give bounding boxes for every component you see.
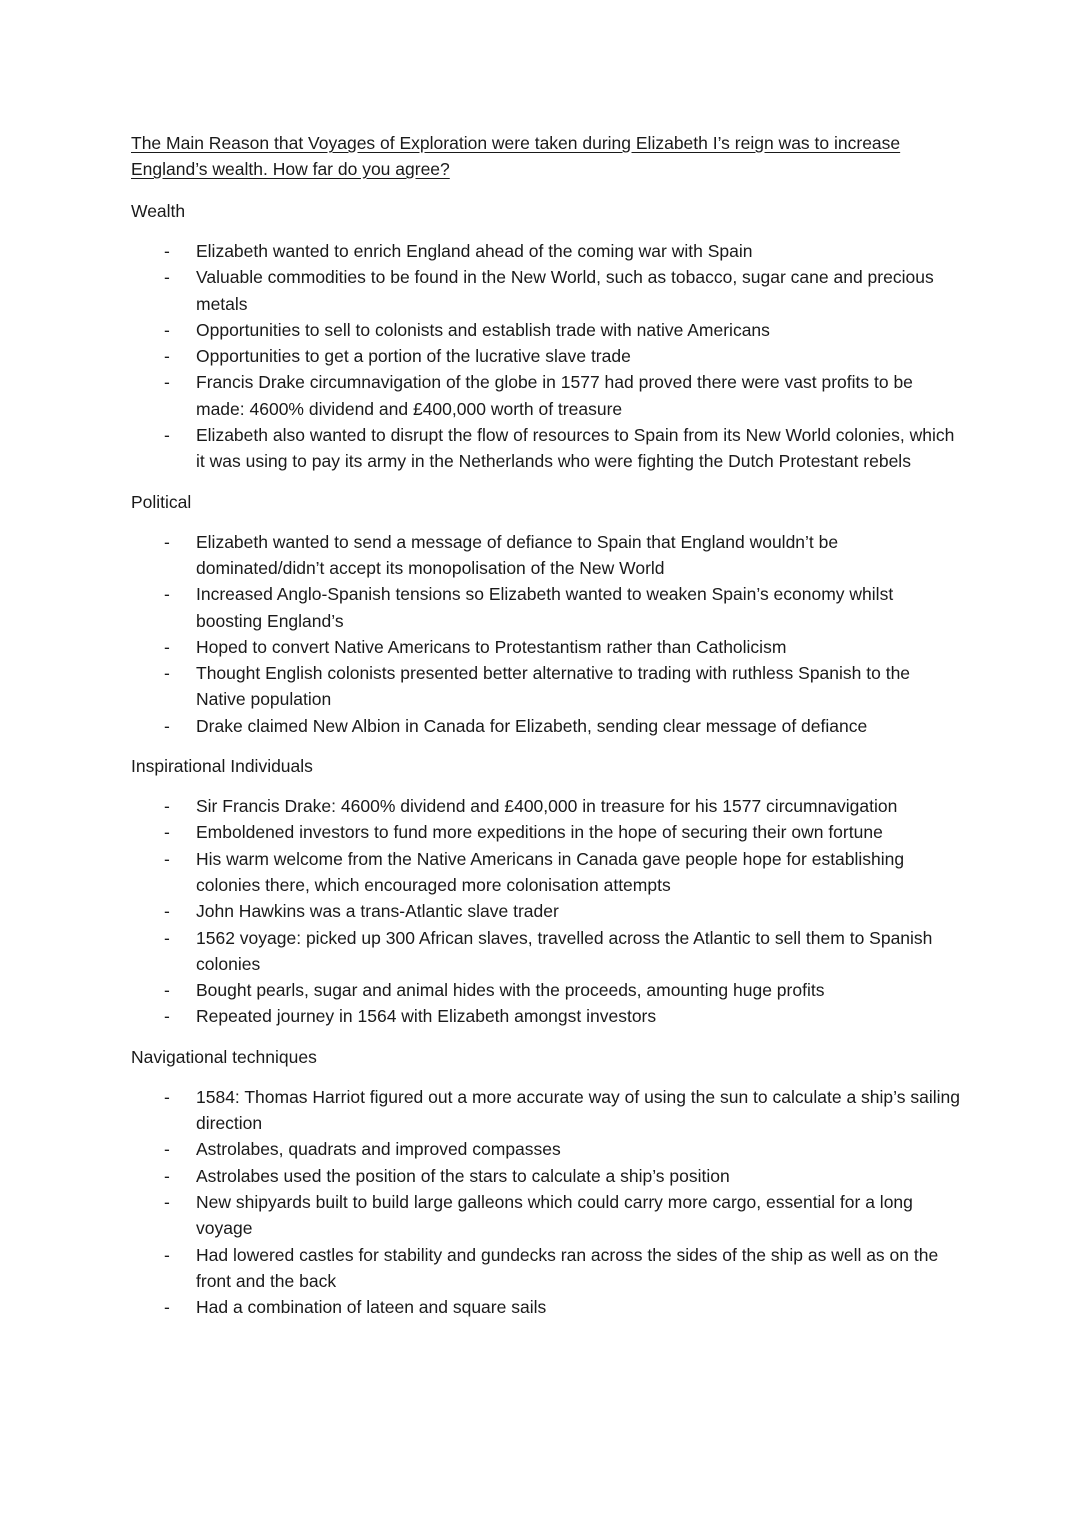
bullet-text: Increased Anglo-Spanish tensions so Elizabeth wanted to weaken Spain’s economy whilst boosting England’s	[196, 584, 894, 631]
bullet-text: John Hawkins was a trans-Atlantic slave trader	[196, 901, 559, 922]
bullet-text: Opportunities to get a portion of the lucrative slave trade	[196, 346, 631, 367]
bullet-item	[131, 846, 961, 899]
bullet-item	[131, 1136, 961, 1162]
bullet-text: Elizabeth also wanted to disrupt the flow of resources to Spain from its New World colonies, which it was using to pay its army in the Netherlands who were fighting the Dutch Protestant rebels	[196, 425, 955, 472]
bullet-text: Elizabeth wanted to enrich England ahead of the coming war with Spain	[196, 241, 753, 261]
bullet-dash: -	[164, 1139, 170, 1160]
bullet-text: New shipyards built to build large galleons which could carry more cargo, essential for a long voyage	[196, 1191, 913, 1239]
bullet-text: Hoped to convert Native Americans to Protestantism rather than Catholicism	[196, 636, 787, 657]
bullet-item	[131, 1294, 961, 1320]
bullet-item	[131, 1084, 961, 1137]
bullet-dash: -	[164, 822, 170, 843]
bullet-dash: -	[164, 1006, 170, 1027]
bullet-dash: -	[164, 425, 170, 446]
bullet-text: 1584: Thomas Harriot figured out a more accurate way of using the sun to calculate a ship’s sailing direction	[196, 1086, 960, 1134]
bullet-item	[131, 713, 961, 739]
bullet-dash: -	[164, 980, 170, 1001]
bullet-text: Had a combination of lateen and square sails	[196, 1297, 547, 1318]
bullet-item	[131, 634, 961, 660]
bullet-dash: -	[164, 319, 170, 340]
bullet-dash: -	[164, 715, 170, 736]
bullet-list	[131, 793, 961, 1030]
bullet-item	[131, 1003, 961, 1029]
bullet-dash: -	[164, 372, 170, 393]
bullet-list	[131, 1084, 961, 1321]
bullet-item	[131, 1189, 961, 1242]
bullet-item	[131, 660, 961, 713]
section-heading: Wealth	[131, 201, 186, 221]
document-page	[131, 130, 961, 1334]
notes-sections	[131, 198, 961, 1320]
bullet-list	[131, 529, 961, 739]
bullet-dash: -	[164, 901, 170, 922]
bullet-text: Astrolabes, quadrats and improved compasses	[196, 1139, 561, 1160]
essay-question-title: The Main Reason that Voyages of Exploration were taken during Elizabeth I’s reign was to increase England’s wealth. How far do you agree?	[131, 133, 901, 179]
bullet-dash: -	[164, 241, 170, 261]
bullet-item	[131, 925, 961, 978]
bullet-item	[131, 977, 961, 1003]
bullet-list	[131, 238, 961, 475]
section-heading: Political	[131, 491, 192, 512]
bullet-item	[131, 1242, 961, 1295]
bullet-dash: -	[164, 1297, 170, 1318]
bullet-item	[131, 317, 961, 343]
bullet-text: Bought pearls, sugar and animal hides with the proceeds, amounting huge profits	[196, 980, 825, 1001]
bullet-item	[131, 264, 961, 317]
bullet-text: Sir Francis Drake: 4600% dividend and £400,000 in treasure for his 1577 circumnavigation	[196, 796, 898, 817]
bullet-text: Had lowered castles for stability and gundecks ran across the sides of the ship as well as on the front and the back	[196, 1244, 939, 1291]
bullet-item	[131, 369, 961, 422]
bullet-item	[131, 343, 961, 369]
bullet-text: His warm welcome from the Native Americans in Canada gave people hope for establishing colonies there, which encouraged more colonisation attempts	[196, 848, 905, 895]
bullet-dash: -	[164, 848, 170, 869]
bullet-dash: -	[164, 636, 170, 657]
bullet-dash: -	[164, 1191, 170, 1212]
bullet-text: Elizabeth wanted to send a message of defiance to Spain that England wouldn’t be dominated/didn’t accept its monopolisation of the New World	[196, 531, 839, 578]
bullet-dash: -	[164, 796, 170, 817]
bullet-dash: -	[164, 1086, 170, 1107]
bullet-text: Emboldened investors to fund more expeditions in the hope of securing their own fortune	[196, 822, 883, 843]
section-heading: Navigational techniques	[131, 1046, 317, 1067]
bullet-dash: -	[164, 267, 170, 288]
section-heading: Inspirational Individuals	[131, 756, 313, 777]
bullet-text: 1562 voyage: picked up 300 African slaves, travelled across the Atlantic to sell them to Spanish colonies	[196, 927, 933, 974]
bullet-item	[131, 581, 961, 634]
bullet-text: Valuable commodities to be found in the New World, such as tobacco, sugar cane and precious metals	[196, 267, 934, 314]
bullet-text: Thought English colonists presented better alternative to trading with ruthless Spanish to the Native population	[196, 663, 911, 710]
bullet-item	[131, 422, 961, 475]
bullet-text: Drake claimed New Albion in Canada for Elizabeth, sending clear message of defiance	[196, 715, 868, 736]
bullet-text: Astrolabes used the position of the stars to calculate a ship’s position	[196, 1165, 730, 1186]
bullet-dash: -	[164, 531, 170, 552]
bullet-dash: -	[164, 1244, 170, 1265]
bullet-item	[131, 793, 961, 819]
bullet-dash: -	[164, 927, 170, 948]
bullet-dash: -	[164, 346, 170, 367]
bullet-item	[131, 898, 961, 924]
bullet-text: Francis Drake circumnavigation of the globe in 1577 had proved there were vast profits to be made: 4600% dividend and £400,000 worth of treasure	[196, 372, 913, 419]
bullet-item	[131, 529, 961, 582]
bullet-item	[131, 1163, 961, 1189]
bullet-item	[131, 238, 961, 264]
bullet-text: Repeated journey in 1564 with Elizabeth amongst investors	[196, 1006, 657, 1027]
bullet-text: Opportunities to sell to colonists and establish trade with native Americans	[196, 319, 770, 340]
bullet-dash: -	[164, 1165, 170, 1186]
bullet-dash: -	[164, 584, 170, 605]
bullet-item	[131, 819, 961, 845]
bullet-dash: -	[164, 663, 170, 684]
